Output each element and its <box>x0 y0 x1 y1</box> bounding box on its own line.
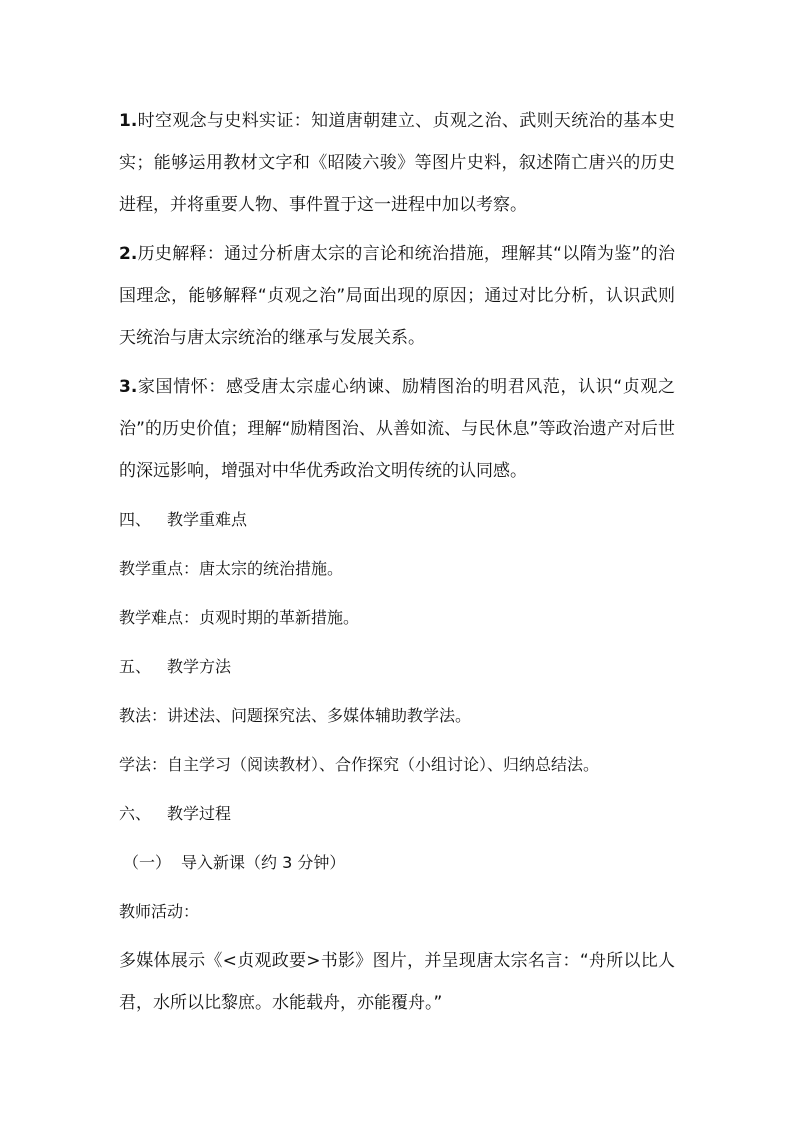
objective-number: 2. <box>119 244 138 264</box>
teacher-activity-label: 教师活动： <box>119 902 200 921</box>
section-title: 教学方法 <box>167 657 232 676</box>
objective-number: 1. <box>119 111 138 131</box>
objective-3 <box>119 366 675 492</box>
objective-1 <box>119 100 675 226</box>
key-point: 教学重点：唐太宗的统治措施。 <box>119 559 344 578</box>
section-number: 六、 <box>119 804 152 823</box>
teacher-activity-text: 多媒体展示《<贞观政要>书影》图片，并呈现唐太宗名言：“舟所以比人君，水所以比黎庶。水能载舟，亦能覆舟。” <box>119 951 675 1013</box>
teaching-method: 教法：讲述法、问题探究法、多媒体辅助教学法。 <box>119 706 472 725</box>
section-number: 四、 <box>119 510 152 529</box>
section-title: 教学过程 <box>167 804 232 823</box>
section-title: 教学重难点 <box>167 510 248 529</box>
subsection-heading <box>119 842 675 884</box>
objective-text: 历史解释：通过分析唐太宗的言论和统治措施，理解其“以隋为鉴”的治国理念，能够解释“贞观之治”局面出现的原因；通过对比分析，认识武则天统治与唐太宗统治的继承与发展关系。 <box>119 244 675 348</box>
section-heading-5 <box>119 646 675 688</box>
section-heading-4 <box>119 499 675 541</box>
learning-method: 学法：自主学习（阅读教材）、合作探究（小组讨论）、归纳总结法。 <box>119 755 600 774</box>
subsection-title: 导入新课（约 3 分钟） <box>181 853 346 872</box>
objective-text: 时空观念与史料实证：知道唐朝建立、贞观之治、武则天统治的基本史实；能够运用教材文字和《昭陵六骏》等图片史料，叙述隋亡唐兴的历史进程，并将重要人物、事件置于这一进程中加以考察。 <box>119 111 675 215</box>
section-heading-6 <box>119 793 675 835</box>
subsection-number: （一） <box>123 853 172 872</box>
objective-number: 3. <box>119 377 138 397</box>
section-number: 五、 <box>119 657 152 676</box>
difficult-point: 教学难点：贞观时期的革新措施。 <box>119 608 360 627</box>
objective-2 <box>119 233 675 359</box>
document-page <box>119 100 675 1031</box>
objective-text: 家国情怀：感受唐太宗虚心纳谏、励精图治的明君风范，认识“贞观之治”的历史价值；理解“励精图治、从善如流、与民休息”等政治遗产对后世的深远影响，增强对中华优秀政治文明传统的认同感。 <box>119 377 675 481</box>
